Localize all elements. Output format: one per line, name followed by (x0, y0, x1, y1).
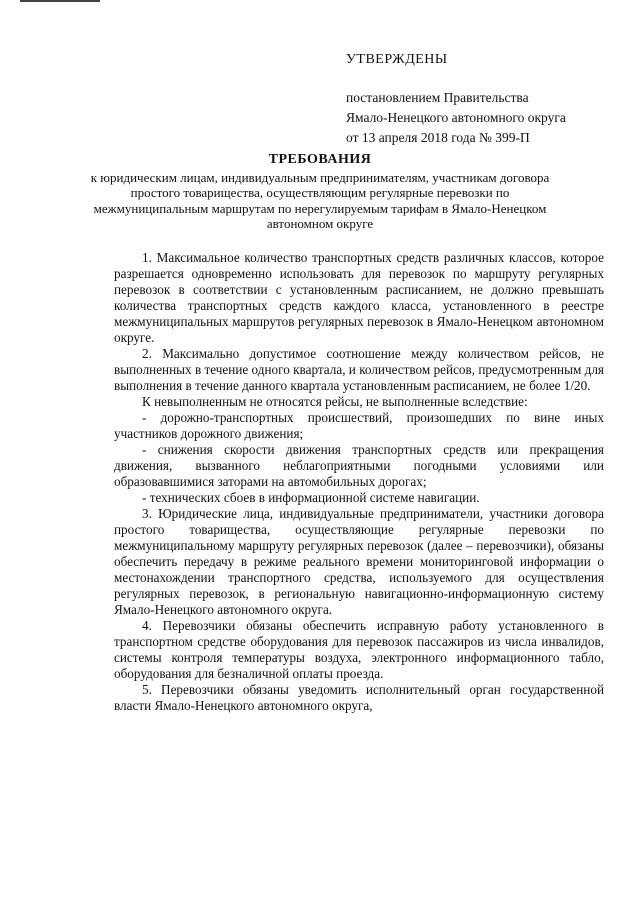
paragraph-3: 3. Юридические лица, индивидуальные предприниматели, участники договора простого товарищества, осуществляющие регулярные перевозки по межмуниципальному маршруту регулярных перевозок (далее – перевозчики), обязаны обеспечить передачу в режиме реального времени мониторинговой информации о местонахождении транспортного средства, используемого для осуществления регулярных перевозок, в региональную навигационно-информационную систему Ямало-Ненецкого автономного округа. (114, 506, 604, 617)
exception-item-2: - снижения скорости движения транспортных средств или прекращения движения, вызванного неблагоприятными погодными условиями или образовавшимися заторами на автомобильных дорогах; (114, 442, 604, 489)
approval-line-2: Ямало-Ненецкого автономного округа (346, 110, 566, 125)
approval-stamp (346, 50, 626, 148)
approval-line-3: от 13 апреля 2018 года № 399-П (346, 130, 530, 145)
exception-item-1: - дорожно-транспортных происшествий, произошедших по вине иных участников дорожного движения; (114, 410, 604, 441)
scan-edge-mark (20, 0, 100, 2)
document-body (114, 250, 604, 714)
paragraph-1: 1. Максимальное количество транспортных средств различных классов, которое разрешается одновременно использовать для перевозок по маршруту регулярных перевозок в соответствии с установленным расписанием, не должно превышать количества транспортных средств каждого класса, установленного в реестре межмуниципальных маршрутов регулярных перевозок в Ямало-Ненецком автономном округе. (114, 250, 604, 345)
approved-label: УТВЕРЖДЕНЫ (346, 52, 448, 67)
document-title (90, 152, 550, 232)
exception-item-3: - технических сбоев в информационной системе навигации. (142, 490, 480, 505)
paragraph-2: 2. Максимально допустимое соотношение между количеством рейсов, не выполненных в течение одного квартала, и количеством рейсов, предусмотренным для выполнения в течение данного квартала установленным расписанием, не более 1/20. (114, 346, 604, 393)
approval-line-1: постановлением Правительства (346, 90, 529, 105)
paragraph-4: 4. Перевозчики обязаны обеспечить исправную работу установленного в транспортном средстве оборудования для перевозок пассажиров из числа инвалидов, системы контроля температуры воздуха, электронного информационного табло, оборудования для безналичной оплаты проезда. (114, 618, 604, 681)
title-subtitle: к юридическим лицам, индивидуальным предпринимателям, участникам договора простого товарищества, осуществляющим регулярные перевозки по межмуниципальным маршрутам по нерегулируемым тарифам в Ямало-Ненецком автономном округе (90, 169, 550, 231)
title-heading: ТРЕБОВАНИЯ (268, 152, 372, 167)
paragraph-5: 5. Перевозчики обязаны уведомить исполнительный орган государственной власти Ямало-Ненецкого автономного округа, (114, 682, 604, 713)
paragraph-exceptions: К невыполненным не относятся рейсы, не выполненные вследствие: (142, 394, 528, 409)
